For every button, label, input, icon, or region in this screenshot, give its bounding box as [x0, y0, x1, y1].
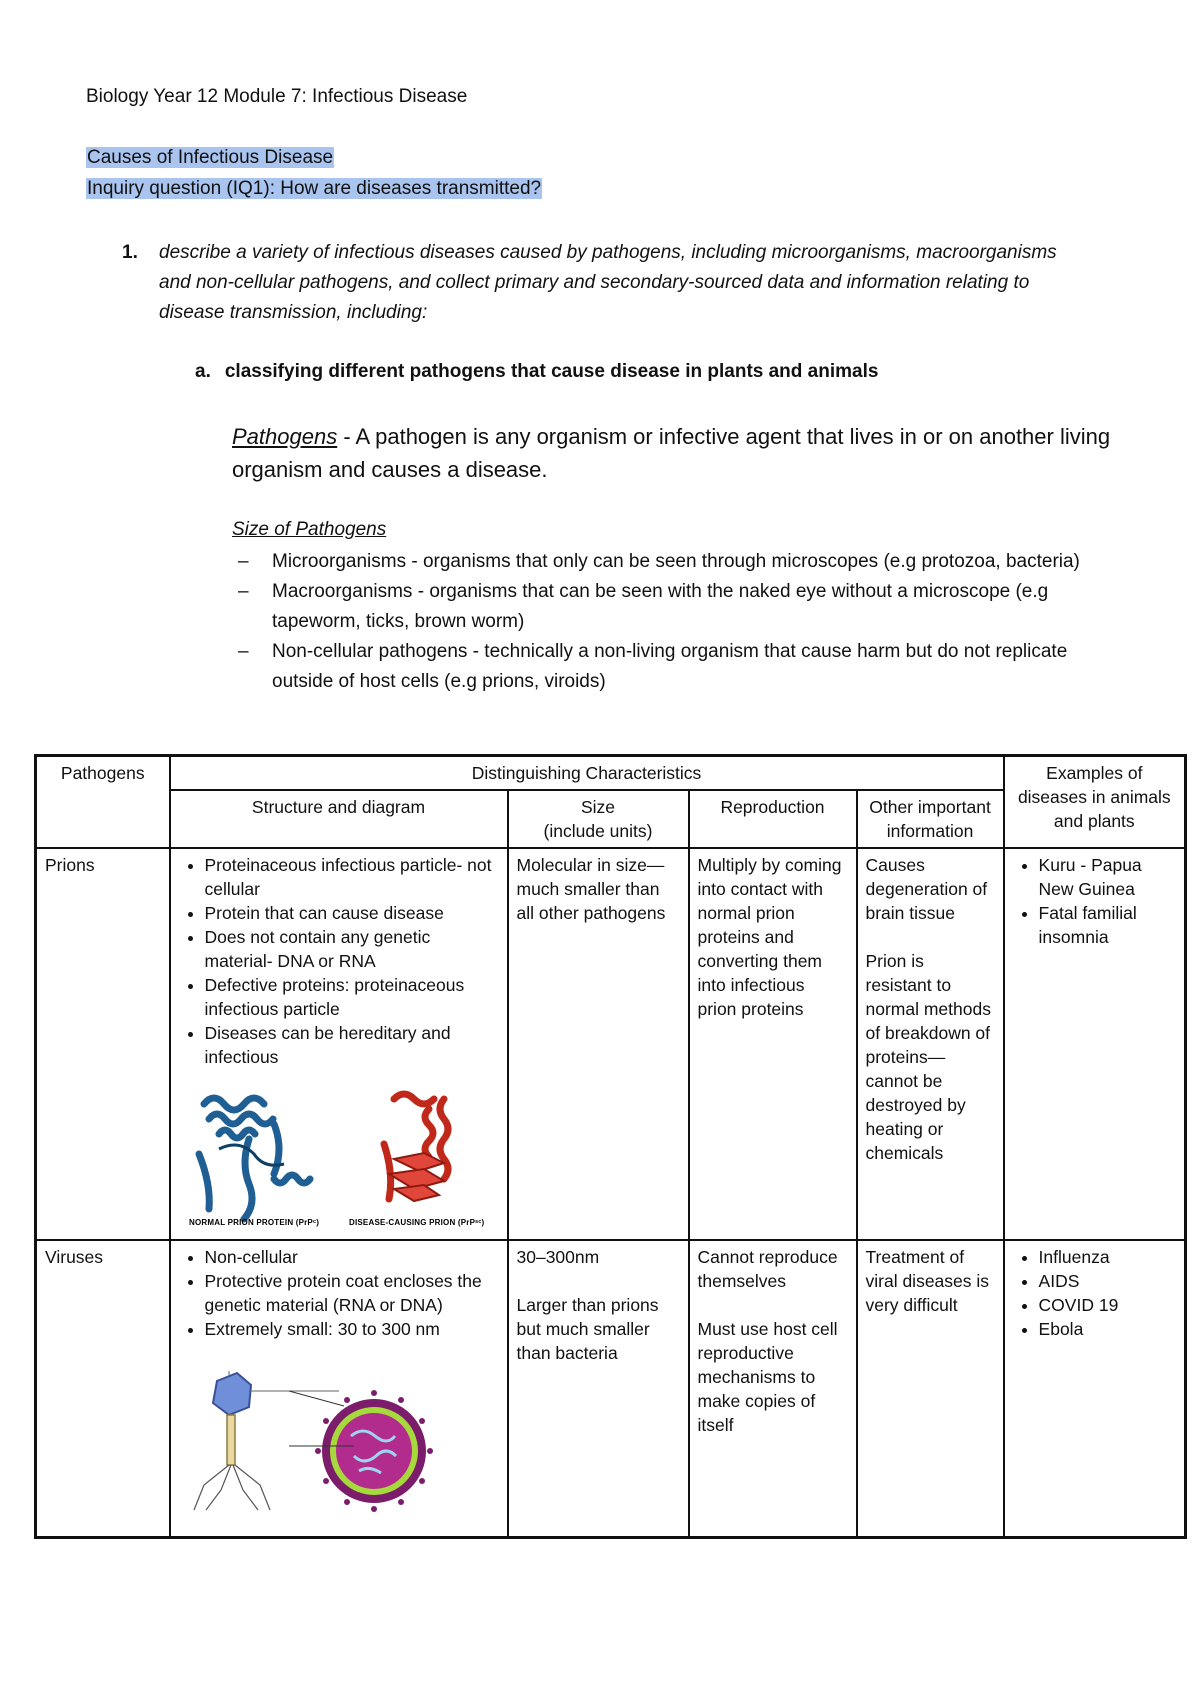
other-text: Prion is resistant to normal methods of breakdown of proteins— cannot be destroyed by heating or chemicals	[865, 951, 991, 1163]
list-item: • Defective proteins: proteinaceous infectious particle	[205, 973, 499, 1021]
header-size	[508, 790, 689, 848]
list-item-text: Non-cellular pathogens - technically a non-living organism that cause harm but do not replicate outside of host cells (e.g prions, viroids)	[272, 641, 1068, 692]
header-distinguishing: Distinguishing Characteristics	[170, 756, 1004, 791]
header-pathogens: Pathogens	[36, 756, 170, 849]
list-item: • Influenza	[1039, 1245, 1177, 1269]
virus-diagram	[179, 1351, 499, 1532]
spacer	[866, 925, 995, 949]
size-list	[232, 547, 1112, 697]
header-size-units: (include units)	[543, 821, 653, 841]
structure-cell	[170, 848, 508, 1240]
list-item-text: Microorganisms - organisms that only can be seen through microscopes (e.g protozoa, bacteria)	[272, 551, 1080, 572]
syllabus-outcome	[122, 238, 1082, 328]
examples-cell	[1004, 1240, 1186, 1538]
size-text: 30–300nm	[516, 1247, 600, 1267]
structure-cell	[170, 1240, 508, 1538]
outcome-number: 1.	[122, 242, 138, 263]
other-cell	[857, 848, 1004, 1240]
pathogen-name: Viruses	[36, 1240, 170, 1538]
reproduction-text: Cannot reproduce themselves	[697, 1247, 838, 1291]
definition-term: Pathogens	[232, 424, 338, 449]
virus-capsid	[336, 1413, 412, 1489]
dash-bullet-icon: –	[238, 581, 249, 602]
other-text: Causes degeneration of brain tissue	[865, 855, 988, 923]
table-row	[36, 848, 1186, 1240]
list-item: • Diseases can be hereditary and infectious	[205, 1021, 499, 1069]
list-item	[232, 577, 1112, 637]
list-item: • Proteinaceous infectious particle- not cellular	[205, 853, 499, 901]
sub-point-text: classifying different pathogens that cause disease in plants and animals	[224, 361, 879, 382]
list-item: • Extremely small: 30 to 300 nm	[205, 1317, 499, 1341]
header-examples: Examples of diseases in animals and plants	[1004, 756, 1186, 849]
list-item: • Kuru - Papua New Guinea	[1039, 853, 1177, 901]
reproduction-cell	[689, 1240, 857, 1538]
prion-protein-illustration	[179, 1079, 499, 1229]
table-row	[36, 1240, 1186, 1538]
table-header-row	[36, 756, 1186, 791]
list-item	[232, 637, 1112, 697]
sub-point	[195, 361, 878, 383]
dash-bullet-icon: –	[238, 641, 249, 662]
bullet-list	[1013, 1245, 1177, 1341]
prion-caption-normal: NORMAL PRION PROTEIN (PrPᶜ)	[188, 1218, 319, 1227]
size-text: Larger than prions but much smaller than bacteria	[516, 1295, 659, 1363]
list-item: • Protein that can cause disease	[205, 901, 499, 925]
definition-text: - A pathogen is any organism or infective agent that lives in or on another living organism and causes a disease.	[232, 424, 1111, 482]
header-structure: Structure and diagram	[170, 790, 508, 848]
prion-diagram	[179, 1079, 499, 1235]
list-item: • Fatal familial insomnia	[1039, 901, 1177, 949]
reproduction-cell: Multiply by coming into contact with normal prion proteins and converting them into infectious prion proteins	[689, 848, 857, 1240]
pathogen-table	[34, 754, 1187, 1539]
bacteriophage-tail	[227, 1415, 235, 1465]
size-heading: Size of Pathogens	[232, 519, 387, 540]
examples-cell	[1004, 848, 1186, 1240]
section-title: Causes of Infectious Disease	[87, 147, 334, 168]
pathogen-name: Prions	[36, 848, 170, 1240]
outcome-text: describe a variety of infectious diseases caused by pathogens, including microorganisms, macroorganisms and non-cellular pathogens, and collect primary and secondary-sourced data and information relating to disease transmission, including:	[159, 242, 1057, 323]
bullet-list	[179, 1245, 499, 1341]
header-other: Other important information	[857, 790, 1004, 848]
dash-bullet-icon: –	[238, 551, 249, 572]
spacer	[517, 1269, 680, 1293]
other-cell: Treatment of viral diseases is very difficult	[857, 1240, 1004, 1538]
virus-structure-illustration	[179, 1351, 499, 1526]
reproduction-text: Must use host cell reproductive mechanisms to make copies of itself	[697, 1319, 838, 1435]
bullet-list	[1013, 853, 1177, 949]
bullet-list	[179, 853, 499, 1069]
document-title: Biology Year 12 Module 7: Infectious Disease	[86, 86, 468, 107]
spacer	[698, 1293, 848, 1317]
list-item: • Non-cellular	[205, 1245, 499, 1269]
size-cell: Molecular in size—much smaller than all other pathogens	[508, 848, 689, 1240]
list-item: • Ebola	[1039, 1317, 1177, 1341]
list-item	[232, 547, 1112, 577]
inquiry-question-wrap	[86, 178, 542, 200]
header-reproduction: Reproduction	[689, 790, 857, 848]
section-title-wrap	[86, 147, 334, 169]
list-item: • AIDS	[1039, 1269, 1177, 1293]
list-item-text: Macroorganisms - organisms that can be seen with the naked eye without a microscope (e.g tapeworm, ticks, brown worm)	[272, 581, 1049, 632]
sub-point-label: a.	[195, 361, 211, 382]
list-item: • COVID 19	[1039, 1293, 1177, 1317]
inquiry-question: Inquiry question (IQ1): How are diseases transmitted?	[87, 178, 542, 199]
list-item: • Protective protein coat encloses the genetic material (RNA or DNA)	[205, 1269, 499, 1317]
list-item: • Does not contain any genetic material- DNA or RNA	[205, 925, 499, 973]
bacteriophage-head	[213, 1373, 251, 1415]
prion-caption-disease: DISEASE-CAUSING PRION (PrPˢᶜ)	[348, 1218, 484, 1227]
header-size-label: Size	[580, 797, 616, 817]
pathogen-definition	[232, 420, 1112, 486]
size-cell	[508, 1240, 689, 1538]
